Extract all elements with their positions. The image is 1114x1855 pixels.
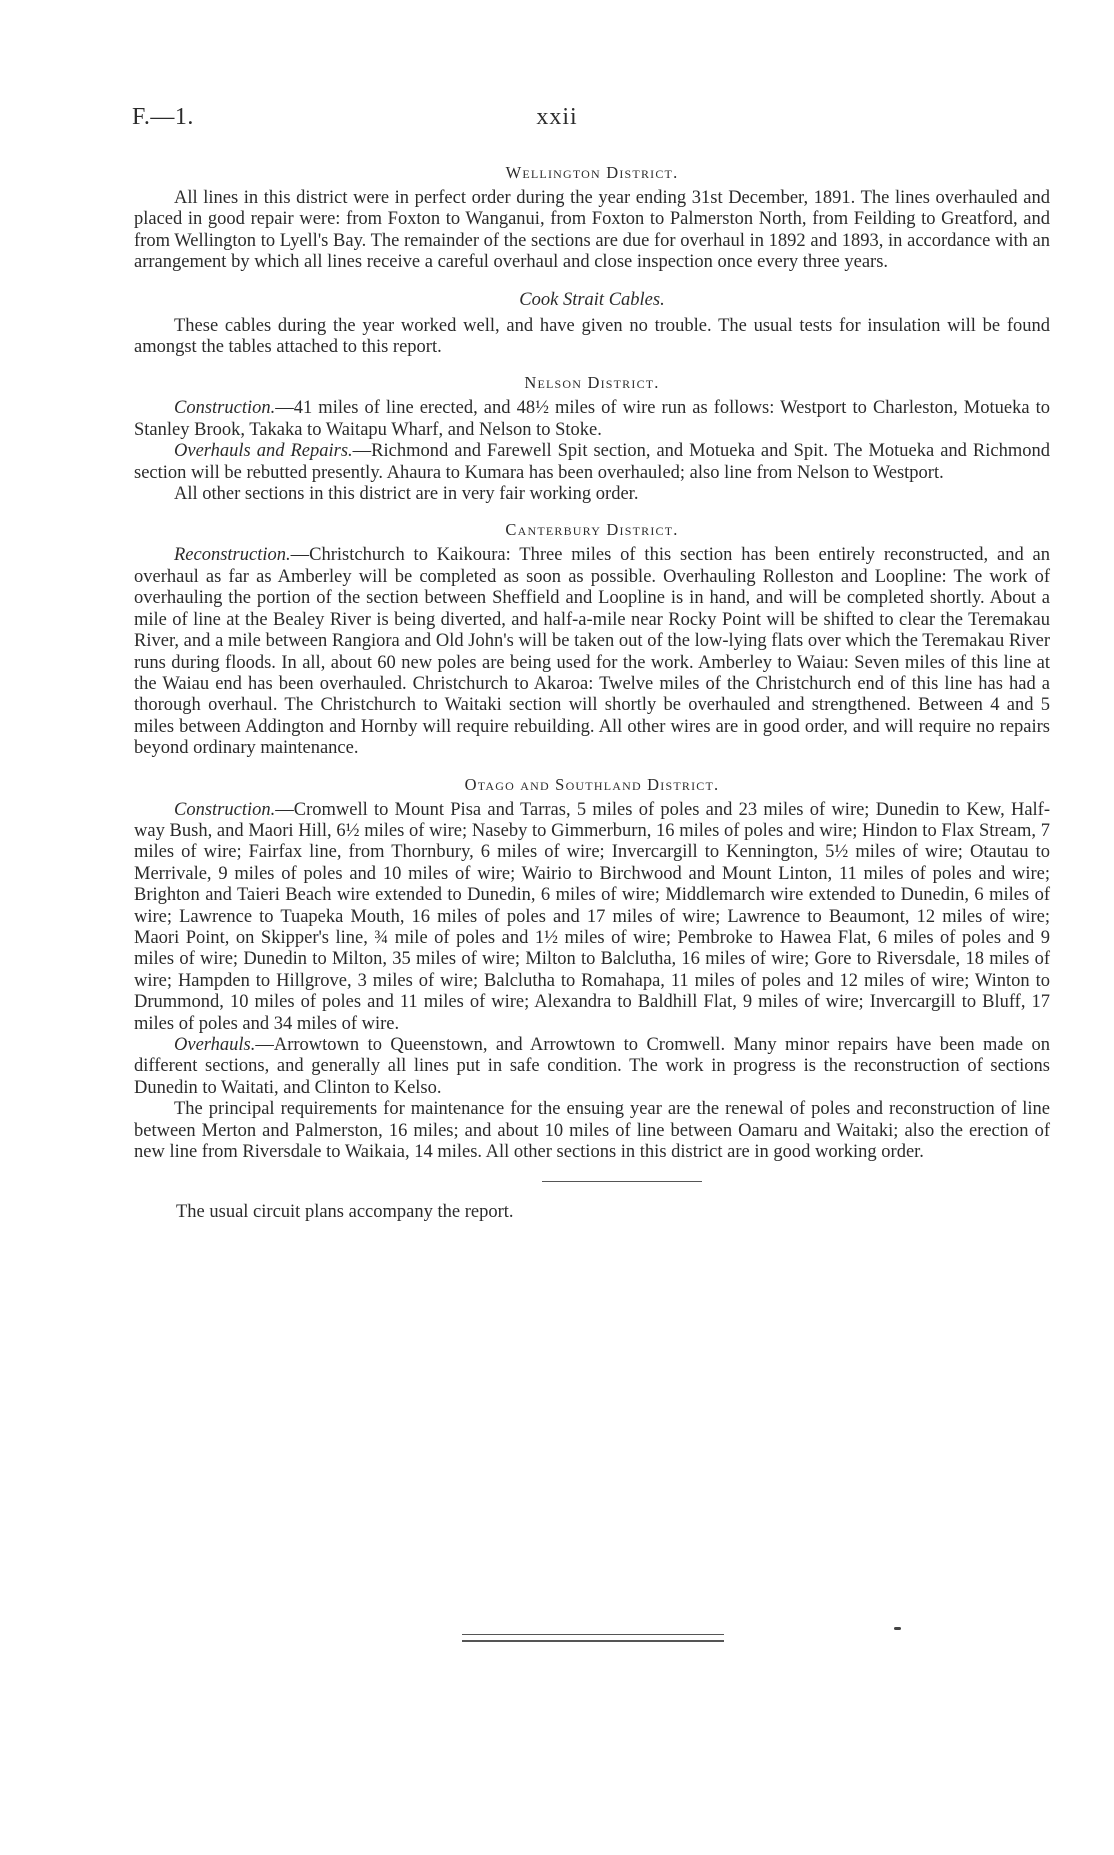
nelson-other-paragraph: All other sections in this district are in very fair working order. [174, 484, 639, 505]
canterbury-reconstruction-text: —Christchurch to Kaikoura: Three miles of this section has been entirely reconstructed, and an overhaul as far as Amberley will be completed as soon as possible. Overhauling Rolleston and Loopline: The work of overhauling the portion of the section between Sheffield and Loopline is in hand, and will be completed shortly. About a mile of line at the Bealey River is being diverted, and half-a-mile near Rocky Point will be shifted to clear the Teremakau River, and a mile between Rangiora and Old John's will be taken out of the low-lying flats over which the Teremakau River runs during floods. In all, about 60 new poles are being used for the work. Amberley to Waiau: Seven miles of this line at the Waiau end has been overhauled. Christchurch to Akaroa: Twelve miles of the Christchurch end of this line has had a thorough overhaul. The Christchurch to Waitaki section will shortly be overhauled and strengthened. Between 4 and 5 miles between Addington and Hornby will require rebuilding. All other wires are in good order, and will require no repairs beyond ordinary maintenance. [134, 545, 1050, 759]
canterbury-heading: Canterbury District. [505, 520, 679, 540]
cook-strait-section [134, 288, 1050, 359]
section-divider [542, 1181, 702, 1182]
nelson-overhauls-text: —Richmond and Farewell Spit section, and Motueka and Spit. The Motueka and Richmond section will be rebutted presently. Ahaura to Kumara has been overhauled; also line from Nelson to Westport. [134, 441, 1051, 483]
otago-section [134, 774, 1050, 1164]
scan-speck [894, 1627, 901, 1630]
otago-overhauls-lead: Overhauls. [174, 1035, 256, 1055]
otago-overhauls-text: —Arrowtown to Queenstown, and Arrowtown to Cromwell. Many minor repairs have been made on different sections, and generally all lines put in safe condition. The work in progress is the reconstruction of sections Dunedin to Waitati, and Clinton to Kelso. [134, 1035, 1050, 1098]
wellington-heading: Wellington District. [505, 163, 679, 182]
nelson-heading: Nelson District. [524, 373, 660, 393]
nelson-overhauls-paragraph [134, 441, 1050, 484]
nelson-section [134, 372, 1050, 505]
otago-heading: Otago and Southland District. [464, 774, 720, 794]
cook-strait-heading: Cook Strait Cables. [519, 289, 665, 310]
end-rule [462, 1634, 724, 1642]
otago-construction-text: —Cromwell to Mount Pisa and Tarras, 5 miles of poles and 23 miles of wire; Dunedin to Kew, Half-way Bush, and Maori Hill, 6½ miles of wire; Naseby to Gimmerburn, 16 miles of poles and wire; Hindon to Flax Stream, 7 miles of wire; Fairfax line, from Thornbury, 6 miles of wire; Invercargill to Kennington, 5½ miles of wire; Otautau to Merrivale, 9 miles of poles and 10 miles of wire; Wairio to Birchwood and Mount Linton, 11 miles of poles and wire; Brighton and Taieri Beach wire extended to Dunedin, 6 miles of wire; Middlemarch wire extended to Dunedin, 6 miles of wire; Lawrence to Tuapeka Mouth, 16 miles of poles and 17 miles of wire; Lawrence to Beaumont, 12 miles of wire; Maori Point, on Skipper's line, ¾ mile of poles and 1½ miles of wire; Pembroke to Hawea Flat, 6 miles of poles and 9 miles of wire; Dunedin to Milton, 35 miles of wire; Milton to Balclutha, 16 miles of wire; Gore to Riversdale, 18 miles of wire; Hampden to Hillgrove, 3 miles of wire; Balclutha to Romahapa, 11 miles of poles and 12 miles of wire; Winton to Drummond, 10 miles of poles and 11 miles of wire; Alexandra to Baldhill Flat, 9 miles of wire; Invercargill to Bluff, 17 miles of poles and 34 miles of wire. [134, 799, 1050, 1034]
canterbury-section [134, 519, 1050, 759]
otago-requirements-paragraph: The principal requirements for maintenance for the ensuing year are the renewal of poles and reconstruction of line between Merton and Palmerston, 16 miles; and about 10 miles of line between Oamaru and Waitaki; also the erection of new line from Riversdale to Waikaia, 14 miles. All other sections in this district are in good working order. [134, 1099, 1050, 1163]
closing-note: The usual circuit plans accompany the report. [176, 1202, 514, 1223]
report-body [134, 162, 1050, 1224]
cook-strait-paragraph: These cables during the year worked well, and have given no trouble. The usual tests for insulation will be found amongst the tables attached to this report. [134, 315, 1050, 358]
canterbury-reconstruction-lead: Reconstruction. [174, 545, 291, 566]
page-number: xxii [536, 104, 578, 130]
nelson-construction-lead: Construction. [174, 398, 276, 419]
nelson-construction-text: —41 miles of line erected, and 48½ miles of wire run as follows: Westport to Charleston, Motueka to Stanley Brook, Takaka to Waitapu Wharf, and Nelson to Stoke. [134, 398, 1050, 440]
wellington-paragraph: All lines in this district were in perfect order during the year ending 31st December, 1891. The lines overhauled and placed in good repair were: from Foxton to Wanganui, from Foxton to Palmerston North, from Feilding to Greatford, and from Wellington to Lyell's Bay. The remainder of the sections are due for overhaul in 1892 and 1893, in accordance with an arrangement by which all lines receive a careful overhaul and close inspection once every three years. [134, 188, 1050, 273]
nelson-construction-paragraph [134, 398, 1050, 441]
otago-construction-paragraph [134, 800, 1050, 1035]
canterbury-reconstruction-paragraph [134, 545, 1050, 759]
running-header [130, 104, 984, 140]
otago-overhauls-paragraph [134, 1035, 1050, 1099]
nelson-overhauls-lead: Overhauls and Repairs. [174, 441, 353, 462]
wellington-section [134, 162, 1050, 274]
document-reference: F.—1. [132, 104, 194, 130]
otago-construction-lead: Construction. [174, 799, 276, 820]
